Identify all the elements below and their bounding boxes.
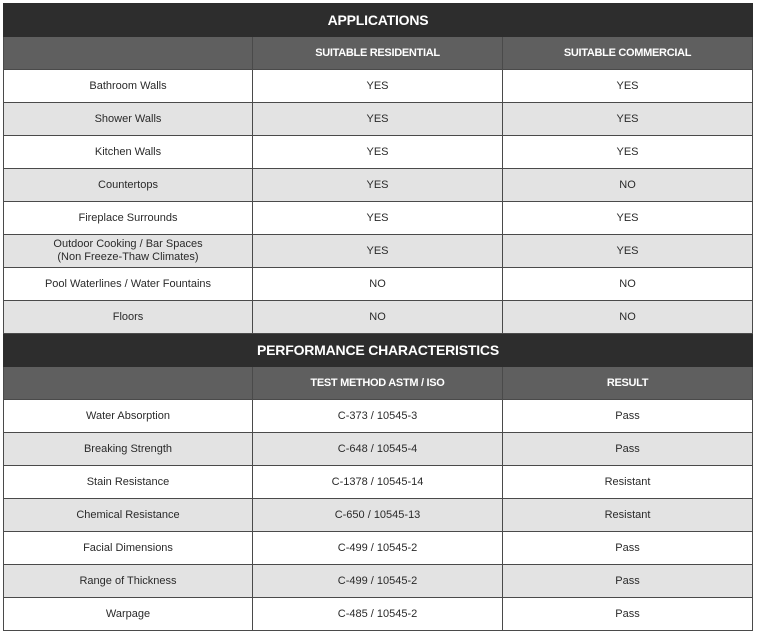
commercial-value: YES bbox=[503, 70, 753, 103]
table-row bbox=[4, 268, 753, 301]
characteristic-label: Stain Resistance bbox=[4, 466, 253, 499]
residential-value: NO bbox=[253, 301, 503, 334]
test-method-value: C-485 / 10545-2 bbox=[253, 598, 503, 631]
result-value: Pass bbox=[503, 433, 753, 466]
test-method-value: C-373 / 10545-3 bbox=[253, 400, 503, 433]
table-row bbox=[4, 433, 753, 466]
commercial-value: YES bbox=[503, 235, 753, 268]
test-method-value: C-1378 / 10545-14 bbox=[253, 466, 503, 499]
characteristic-label: Chemical Resistance bbox=[4, 499, 253, 532]
commercial-value: YES bbox=[503, 103, 753, 136]
application-label-line2: (Non Freeze-Thaw Climates) bbox=[57, 251, 199, 263]
table-row bbox=[4, 565, 753, 598]
performance-header-method: TEST METHOD ASTM / ISO bbox=[253, 367, 503, 400]
result-value: Pass bbox=[503, 598, 753, 631]
table-row bbox=[4, 202, 753, 235]
table-row bbox=[4, 532, 753, 565]
performance-title: PERFORMANCE CHARACTERISTICS bbox=[4, 334, 753, 367]
application-label: Bathroom Walls bbox=[4, 70, 253, 103]
test-method-value: C-499 / 10545-2 bbox=[253, 565, 503, 598]
characteristic-label: Range of Thickness bbox=[4, 565, 253, 598]
performance-header-blank bbox=[4, 367, 253, 400]
applications-header-residential: SUITABLE RESIDENTIAL bbox=[253, 37, 503, 70]
residential-value: YES bbox=[253, 202, 503, 235]
characteristic-label: Warpage bbox=[4, 598, 253, 631]
table-row bbox=[4, 103, 753, 136]
result-value: Resistant bbox=[503, 499, 753, 532]
commercial-value: YES bbox=[503, 202, 753, 235]
result-value: Pass bbox=[503, 400, 753, 433]
commercial-value: NO bbox=[503, 301, 753, 334]
performance-header-result: RESULT bbox=[503, 367, 753, 400]
characteristic-label: Breaking Strength bbox=[4, 433, 253, 466]
applications-header-blank bbox=[4, 37, 253, 70]
applications-header-row bbox=[4, 37, 753, 70]
test-method-value: C-648 / 10545-4 bbox=[253, 433, 503, 466]
applications-title: APPLICATIONS bbox=[4, 4, 753, 37]
table-row bbox=[4, 136, 753, 169]
performance-header-row bbox=[4, 367, 753, 400]
commercial-value: YES bbox=[503, 136, 753, 169]
test-method-value: C-499 / 10545-2 bbox=[253, 532, 503, 565]
table-row bbox=[4, 598, 753, 631]
applications-header-commercial: SUITABLE COMMERCIAL bbox=[503, 37, 753, 70]
table-row bbox=[4, 499, 753, 532]
table-row bbox=[4, 400, 753, 433]
table-row bbox=[4, 169, 753, 202]
application-label-line1: Outdoor Cooking / Bar Spaces bbox=[53, 238, 203, 250]
application-label: Fireplace Surrounds bbox=[4, 202, 253, 235]
commercial-value: NO bbox=[503, 268, 753, 301]
spec-table bbox=[3, 3, 753, 631]
residential-value: YES bbox=[253, 169, 503, 202]
table-row bbox=[4, 70, 753, 103]
application-label: Shower Walls bbox=[4, 103, 253, 136]
result-value: Pass bbox=[503, 565, 753, 598]
residential-value: YES bbox=[253, 136, 503, 169]
application-label: Floors bbox=[4, 301, 253, 334]
applications-title-row bbox=[4, 4, 753, 37]
result-value: Pass bbox=[503, 532, 753, 565]
spec-sheet bbox=[3, 3, 752, 631]
residential-value: YES bbox=[253, 235, 503, 268]
test-method-value: C-650 / 10545-13 bbox=[253, 499, 503, 532]
characteristic-label: Water Absorption bbox=[4, 400, 253, 433]
residential-value: YES bbox=[253, 70, 503, 103]
table-row bbox=[4, 301, 753, 334]
table-row bbox=[4, 235, 753, 268]
application-label bbox=[4, 235, 253, 268]
residential-value: YES bbox=[253, 103, 503, 136]
performance-title-row bbox=[4, 334, 753, 367]
application-label: Kitchen Walls bbox=[4, 136, 253, 169]
commercial-value: NO bbox=[503, 169, 753, 202]
residential-value: NO bbox=[253, 268, 503, 301]
result-value: Resistant bbox=[503, 466, 753, 499]
table-row bbox=[4, 466, 753, 499]
characteristic-label: Facial Dimensions bbox=[4, 532, 253, 565]
application-label: Pool Waterlines / Water Fountains bbox=[4, 268, 253, 301]
application-label: Countertops bbox=[4, 169, 253, 202]
